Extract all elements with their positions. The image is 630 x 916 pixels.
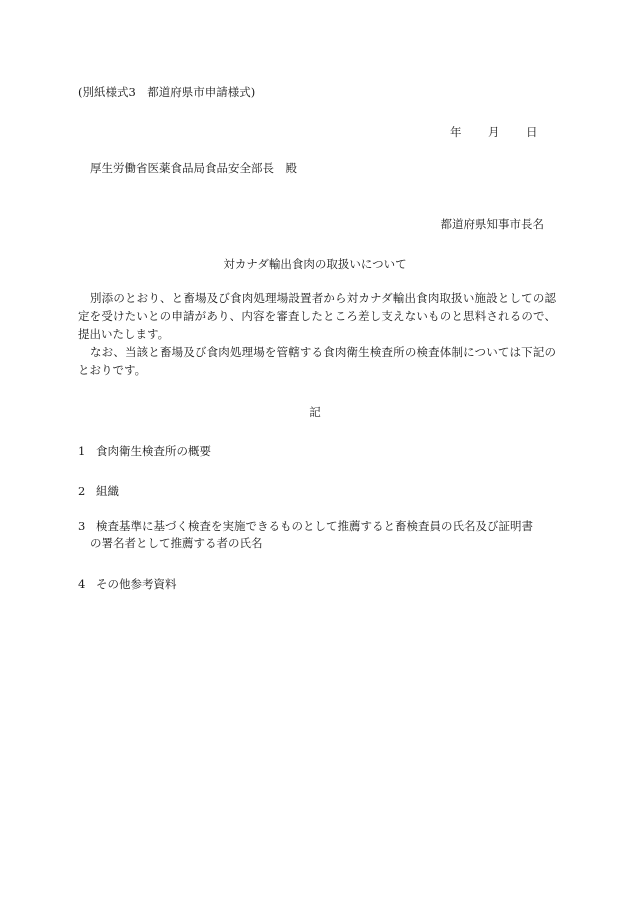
body-paragraph: なお、当該と畜場及び食肉処理場を管轄する食肉衛生検査所の検査体制については下記のとおりです。 xyxy=(78,345,556,377)
date-year-label: 年 xyxy=(450,125,462,139)
item-number: 1 xyxy=(78,444,86,458)
item-number: 4 xyxy=(78,577,86,591)
item-text: 食肉衛生検査所の概要 xyxy=(96,444,211,458)
addressee: 厚生労働省医薬食品局食品安全部長 殿 xyxy=(90,161,297,175)
body-paragraph: 別添のとおり、と畜場及び食肉処理場設置者から対カナダ輸出食肉取扱い施設としての認定を受けたいとの申請があり、内容を審査したところ差し支えないものと思料されるので、提出いたします。 xyxy=(78,291,556,341)
item-text: 組織 xyxy=(96,484,119,498)
item-text-continuation: の署名者として推薦する者の氏名 xyxy=(90,536,263,550)
ki-heading: 記 xyxy=(309,405,321,419)
body-text xyxy=(78,289,556,379)
item-number: 3 xyxy=(78,519,86,533)
date-day-label: 日 xyxy=(526,125,538,139)
item-number: 2 xyxy=(78,484,86,498)
list-item xyxy=(78,517,568,535)
applicant-name: 都道府県知事市長名 xyxy=(440,217,544,231)
date-line xyxy=(450,124,538,140)
item-text: 検査基準に基づく検査を実施できるものとして推薦すると畜検査員の氏名及び証明書 xyxy=(96,519,533,533)
date-month-label: 月 xyxy=(488,125,500,139)
list-item xyxy=(78,482,568,500)
list-item xyxy=(78,442,568,460)
list-item xyxy=(78,575,568,593)
document-subject: 対カナダ輸出食肉の取扱いについて xyxy=(223,257,407,271)
form-label: (別紙様式3 都道府県市申請様式) xyxy=(78,85,256,99)
item-text: その他参考資料 xyxy=(96,577,177,591)
